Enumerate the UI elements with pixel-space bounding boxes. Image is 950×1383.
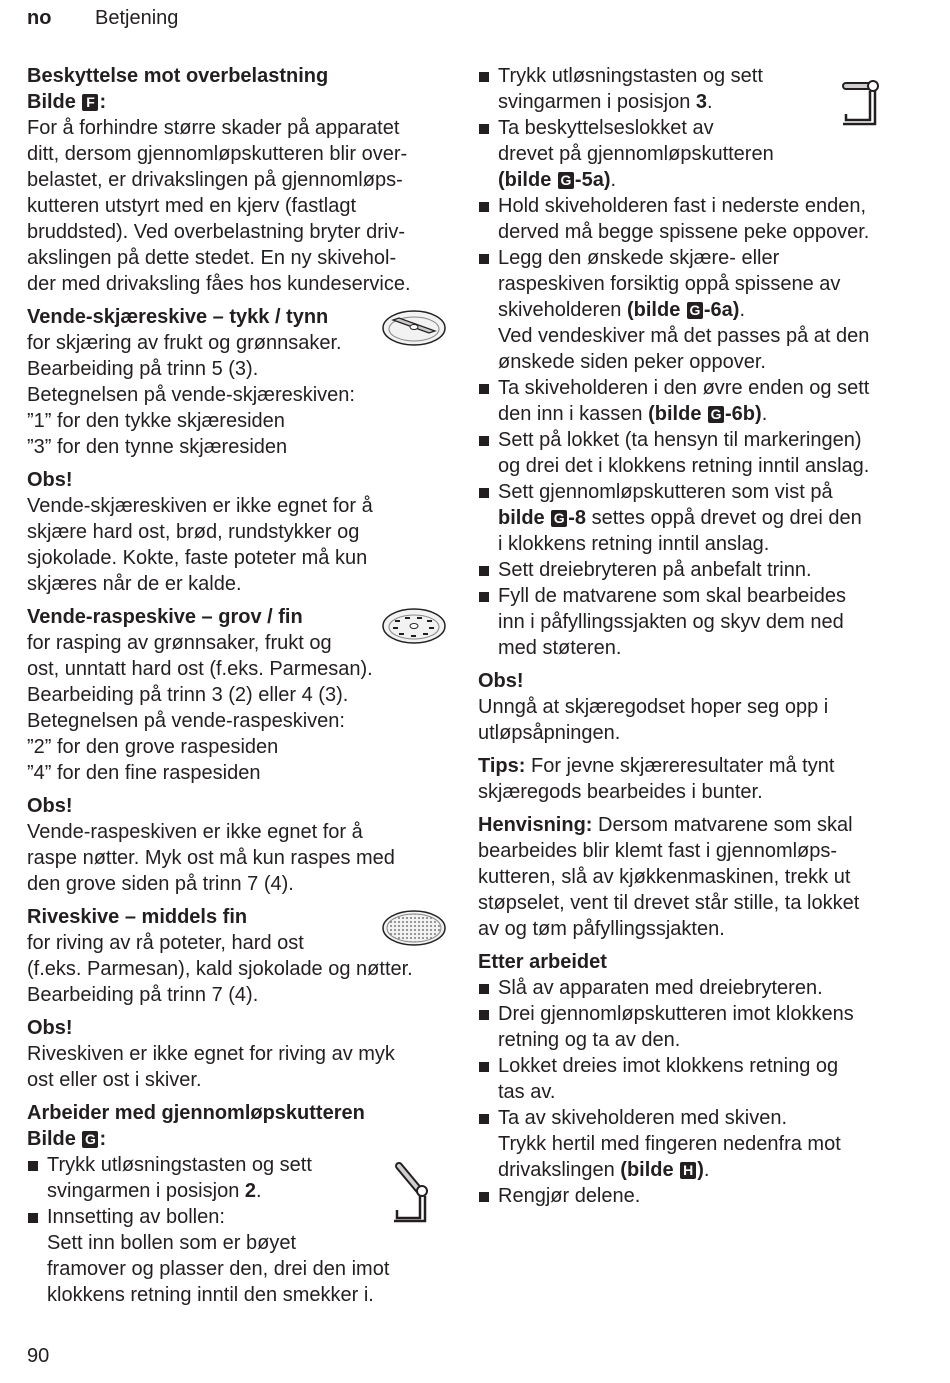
list-item: Rengjør delene.: [478, 1183, 908, 1209]
grating-disc-icon: [381, 908, 447, 948]
list-item: Sett dreiebryteren på anbefalt trinn.: [478, 557, 908, 583]
figure-badge-g: G: [558, 172, 574, 189]
list-item: Lokket dreies imot klokkens retning og tas av.: [478, 1053, 908, 1105]
section-title: Betjening: [95, 7, 179, 29]
tips-paragraph: Tips: For jevne skjæreresultater må tynt skjæregods bearbeides i bunter.: [478, 755, 835, 803]
shredder-text: for rasping av grønnsaker, frukt og ost, unntatt hard ost (f.eks. Parmesan). Bearbeiding på trinn 3 (2) eller 4 (3). Betegnelsen på vende-raspeskiven: ”2” for den grove raspesiden ”4” for den fine raspesiden: [27, 632, 373, 784]
list-item: Innsetting av bollen: Sett inn bollen som er bøyet framover og plasser den, drei den imot klokkens retning inntil den smekker i.: [27, 1204, 447, 1308]
list-item: Fyll de matvarene som skal bearbeides inn i påfyllingssjakten og skyv dem ned med støteren.: [478, 583, 908, 661]
grater-text: for riving av rå poteter, hard ost (f.eks. Parmesan), kald sjokolade og nøtter. Bearbeiding på trinn 7 (4).: [27, 932, 413, 1006]
shredder-obs-text: Vende-raspeskiven er ikke egnet for å raspe nøtter. Myk ost må kun raspes med den grove siden på trinn 7 (4).: [27, 821, 395, 895]
list-item: Sett på lokket (ta hensyn til markeringen) og drei det i klokkens retning inntil anslag.: [478, 427, 908, 479]
figure-badge-g: G: [687, 302, 703, 319]
work-heading: Arbeider med gjennomløpskutteren Bilde G :: [27, 1102, 365, 1150]
obs-label: Obs!: [27, 795, 73, 817]
slicer-obs-text: Vende-skjæreskiven er ikke egnet for å skjære hard ost, brød, rundstykker og sjokolade. Kokte, faste poteter må kun skjæres når de er kalde.: [27, 495, 373, 595]
list-item: Trykk utløsningstasten og sett svingarmen i posisjon 2.: [27, 1152, 447, 1204]
right-column: [478, 63, 908, 1209]
overload-heading: Beskyttelse mot overbelastning Bilde F :: [27, 65, 329, 113]
slicer-text: for skjæring av frukt og grønnsaker. Bearbeiding på trinn 5 (3). Betegnelsen på vende-skjæreskiven: ”1” for den tykke skjæresiden ”3” for den tynne skjæresiden: [27, 332, 355, 458]
list-item: Ta beskyttelseslokket av drevet på gjennomløpskutteren (bilde G -5a).: [478, 115, 908, 193]
figure-badge-g: G: [82, 1131, 98, 1148]
language-code: no: [27, 7, 52, 29]
note-paragraph: Henvisning: Dersom matvarene som skal bearbeides blir klemt fast i gjennomløps- kutteren, slå av kjøkkenmaskinen, trekk ut støpselet, vent til drevet står stille, ta lokket av og tøm påfyllingssjakten.: [478, 814, 860, 940]
page-header: [27, 6, 179, 30]
figure-badge-g: G: [551, 510, 567, 527]
figure-badge-h: H: [680, 1162, 696, 1179]
obs-label: Obs!: [478, 670, 524, 692]
list-item: Legg den ønskede skjære- eller raspeskiven forsiktig oppå spissene av skiveholderen (bilde G -6a).: [478, 245, 908, 323]
swivel-arm-position-3-icon: [842, 78, 882, 130]
obs-label: Obs!: [27, 469, 73, 491]
list-item-note: Ved vendeskiver må det passes på at den ønskede siden peker oppover.: [498, 325, 870, 373]
slicing-disc-icon: [381, 308, 447, 348]
list-item: Sett gjennomløpskutteren som vist på bilde G -8 settes oppå drevet og drei den i klokkens retning inntil anslag.: [478, 479, 908, 557]
left-column: [27, 63, 447, 1308]
figure-badge-f: F: [82, 94, 98, 111]
figure-badge-g: G: [708, 406, 724, 423]
shredder-heading: Vende-raspeskive – grov / fin: [27, 606, 303, 628]
list-item: Hold skiveholderen fast i nederste enden, derved må begge spissene peke oppover.: [478, 193, 908, 245]
list-item: Trykk utløsningstasten og sett svingarmen i posisjon 3.: [478, 63, 908, 115]
after-work-heading: Etter arbeidet: [478, 951, 607, 973]
list-item: Slå av apparaten med dreiebryteren.: [478, 975, 908, 1001]
slicer-heading: Vende-skjæreskive – tykk / tynn: [27, 306, 329, 328]
obs-label: Obs!: [27, 1017, 73, 1039]
list-item: Ta av skiveholderen med skiven. Trykk hertil med fingeren nedenfra mot drivakslingen (bilde H ).: [478, 1105, 908, 1183]
obs-text: Unngå at skjæregodset hoper seg opp i utløpsåpningen.: [478, 696, 829, 744]
overload-text: For å forhindre større skader på apparatet ditt, dersom gjennomløpskutteren blir over- belastet, er drivakslingen på gjennomløps- kutteren utstyrt med en kjerv (fastlagt bruddsted). Ved overbelastning bryter driv- akslingen på dette stedet. En ny skivehol- der med drivaksling fåes hos kundeservice.: [27, 117, 411, 295]
grater-obs-text: Riveskiven er ikke egnet for riving av myk ost eller ost i skiver.: [27, 1043, 395, 1091]
grater-heading: Riveskive – middels fin: [27, 906, 248, 928]
swivel-arm-position-2-icon: [393, 1158, 433, 1224]
shredding-disc-icon: [381, 606, 447, 646]
list-item: Drei gjennomløpskutteren imot klokkens retning og ta av den.: [478, 1001, 908, 1053]
page-number: 90: [27, 1345, 50, 1367]
list-item: Ta skiveholderen i den øvre enden og sett den inn i kassen (bilde G -6b).: [478, 375, 908, 427]
